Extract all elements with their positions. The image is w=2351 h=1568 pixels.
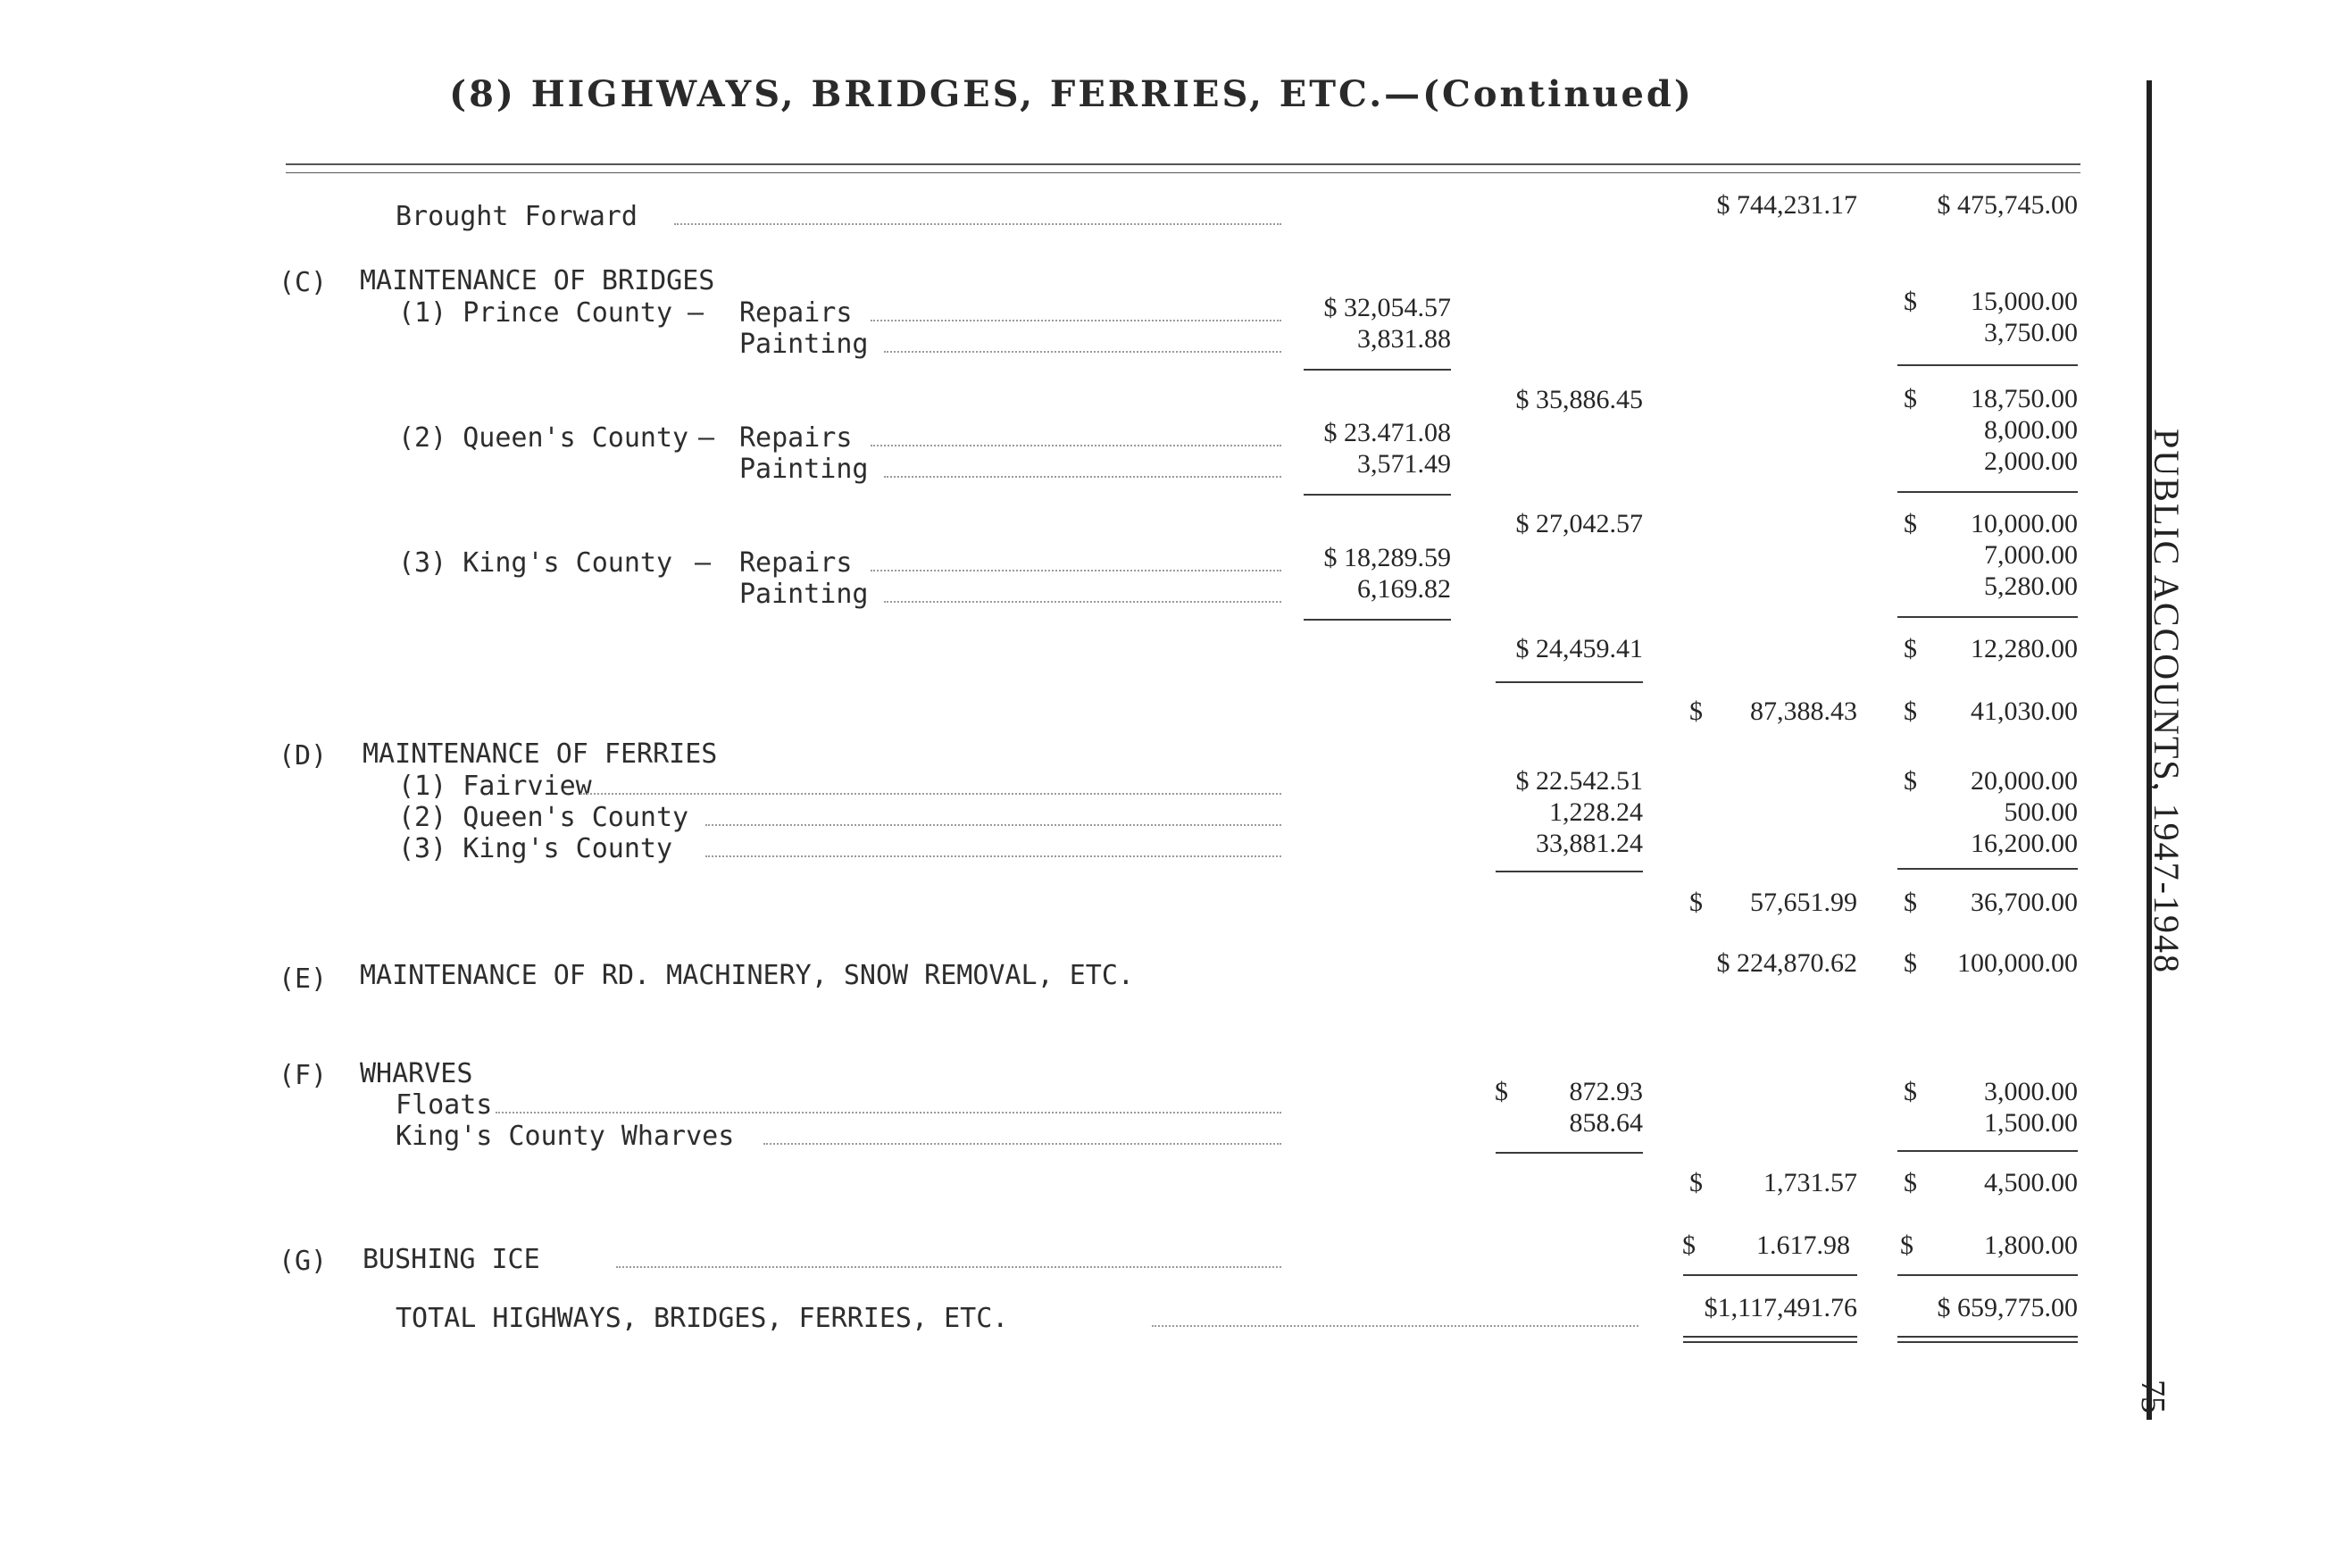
leader-dots — [1152, 1325, 1638, 1327]
wharf-item-label: Floats — [396, 1089, 493, 1121]
wharf-item-est: 1,500.00 — [1984, 1108, 2078, 1138]
kings-painting-label: Painting — [739, 579, 869, 610]
dollar-sign: $ — [1904, 888, 1917, 917]
section-c-letter: (C) — [279, 267, 328, 298]
section-c-est-total: 41,030.00 — [1971, 696, 2078, 726]
leader-dots — [884, 601, 1281, 603]
underline — [1496, 871, 1643, 872]
dollar-sign: $ — [1904, 696, 1917, 726]
underline — [1496, 1152, 1643, 1154]
underline — [1897, 1274, 2078, 1276]
section-f-total: 1,731.57 — [1763, 1168, 1857, 1197]
prince-county-label: (1) Prince County — [398, 297, 673, 329]
dollar-sign: $ — [1689, 696, 1703, 726]
queens-painting-amount: 3,571.49 — [1357, 449, 1451, 479]
leader-dots — [580, 793, 1281, 795]
kings-est-total: 12,280.00 — [1971, 634, 2078, 663]
ferry-item-amount: 33,881.24 — [1536, 829, 1643, 858]
side-title: PUBLIC ACCOUNTS, 1947-1948 — [2147, 429, 2187, 974]
underline — [1496, 681, 1643, 683]
dollar-sign: $ — [1904, 948, 1917, 978]
leader-dots — [763, 1143, 1281, 1145]
wharf-item-amount: 872.93 — [1569, 1077, 1643, 1106]
leader-dots — [884, 351, 1281, 353]
wharf-item-est: 3,000.00 — [1984, 1077, 2078, 1106]
page-title: (8) HIGHWAYS, BRIDGES, FERRIES, ETC.—(Continued) — [449, 73, 1694, 115]
dollar-sign: $ — [1904, 287, 1917, 316]
prince-est-painting: 3,750.00 — [1984, 318, 2078, 347]
section-g-letter: (G) — [279, 1246, 328, 1277]
double-underline — [1683, 1341, 1857, 1343]
ferry-item-label: (1) Fairview — [398, 771, 592, 802]
prince-painting-amount: 3,831.88 — [1357, 324, 1451, 354]
dollar-sign: $ — [1904, 766, 1917, 796]
section-f-letter: (F) — [279, 1060, 328, 1091]
prince-est-total: 18,750.00 — [1971, 384, 2078, 413]
section-g-heading: BUSHING ICE — [363, 1244, 540, 1275]
queens-est-painting: 2,000.00 — [1984, 446, 2078, 476]
section-e-est-total: 100,000.00 — [1957, 948, 2078, 978]
double-underline — [1897, 1341, 2078, 1343]
queens-county-label: (2) Queen's County — [398, 422, 689, 454]
kings-county-label: (3) King's County — [398, 547, 673, 579]
title-rule-bottom — [286, 172, 2080, 173]
dollar-sign: $ — [1689, 1168, 1703, 1197]
kings-painting-amount: 6,169.82 — [1357, 574, 1451, 604]
section-f-heading: WHARVES — [360, 1058, 473, 1089]
underline — [1897, 364, 2078, 366]
brought-forward-label: Brought Forward — [396, 201, 638, 232]
queens-repairs-amount: $ 23.471.08 — [1323, 418, 1451, 447]
brought-forward-actual: $ 744,231.17 — [1716, 190, 1857, 220]
grand-total-actual: $1,117,491.76 — [1704, 1293, 1857, 1322]
section-g-est-total: 1,800.00 — [1984, 1230, 2078, 1260]
underline — [1304, 619, 1451, 621]
section-d-total: 57,651.99 — [1750, 888, 1857, 917]
ferry-item-amount: $ 22.542.51 — [1515, 766, 1643, 796]
leader-dots — [871, 570, 1281, 571]
underline — [1897, 868, 2078, 870]
underline — [1683, 1274, 1857, 1276]
ferry-item-amount: 1,228.24 — [1549, 797, 1643, 827]
dollar-sign: $ — [1904, 1077, 1917, 1106]
section-d-letter: (D) — [279, 740, 328, 771]
ferry-item-est: 20,000.00 — [1971, 766, 2078, 796]
section-c-total: 87,388.43 — [1750, 696, 1857, 726]
prince-repairs-label: Repairs — [739, 297, 853, 329]
kings-est-painting: 5,280.00 — [1984, 571, 2078, 601]
prince-subtotal: $ 35,886.45 — [1515, 385, 1643, 414]
section-e-letter: (E) — [279, 963, 328, 995]
section-f-est-total: 4,500.00 — [1984, 1168, 2078, 1197]
ferry-item-label: (2) Queen's County — [398, 802, 689, 833]
kings-dash: — — [695, 547, 712, 579]
double-underline — [1897, 1336, 2078, 1338]
underline — [1897, 491, 2078, 493]
underline — [1304, 369, 1451, 371]
leader-dots — [674, 223, 1281, 225]
prince-dash: — — [688, 297, 704, 329]
section-d-heading: MAINTENANCE OF FERRIES — [363, 738, 718, 770]
leader-dots — [705, 824, 1281, 826]
grand-total-label: TOTAL HIGHWAYS, BRIDGES, FERRIES, ETC. — [396, 1303, 1009, 1334]
wharf-item-amount: 858.64 — [1569, 1108, 1643, 1138]
kings-repairs-amount: $ 18,289.59 — [1323, 543, 1451, 572]
underline — [1304, 494, 1451, 496]
ferry-item-label: (3) King's County — [398, 833, 673, 864]
prince-repairs-amount: $ 32,054.57 — [1323, 293, 1451, 322]
dollar-sign: $ — [1904, 1168, 1917, 1197]
queens-subtotal: $ 27,042.57 — [1515, 509, 1643, 538]
leader-dots — [616, 1266, 1281, 1268]
queens-est-total: 10,000.00 — [1971, 509, 2078, 538]
prince-painting-label: Painting — [739, 329, 869, 360]
page-number: 75 — [2134, 1380, 2172, 1414]
queens-dash: — — [698, 422, 715, 454]
section-e-heading: MAINTENANCE OF RD. MACHINERY, SNOW REMOVAL, ETC. — [360, 960, 1134, 991]
underline — [1897, 616, 2078, 618]
kings-est-repairs: 7,000.00 — [1984, 540, 2078, 570]
underline — [1897, 1150, 2078, 1152]
grand-total-estimate: $ 659,775.00 — [1937, 1293, 2078, 1322]
kings-repairs-label: Repairs — [739, 547, 853, 579]
queens-painting-label: Painting — [739, 454, 869, 485]
ferry-item-est: 500.00 — [2004, 797, 2078, 827]
dollar-sign: $ — [1904, 634, 1917, 663]
queens-repairs-label: Repairs — [739, 422, 853, 454]
wharf-item-label: King's County Wharves — [396, 1121, 735, 1152]
leader-dots — [884, 476, 1281, 478]
dollar-sign: $ — [1904, 384, 1917, 413]
leader-dots — [871, 320, 1281, 321]
dollar-sign: $ — [1682, 1230, 1696, 1260]
leader-dots — [496, 1112, 1281, 1113]
ferry-item-est: 16,200.00 — [1971, 829, 2078, 858]
dollar-sign: $ — [1495, 1077, 1508, 1106]
leader-dots — [871, 445, 1281, 446]
prince-est-repairs: 15,000.00 — [1971, 287, 2078, 316]
dollar-sign: $ — [1904, 509, 1917, 538]
dollar-sign: $ — [1900, 1230, 1913, 1260]
title-rule-top — [286, 163, 2080, 165]
brought-forward-estimate: $ 475,745.00 — [1937, 190, 2078, 220]
leader-dots — [705, 855, 1281, 857]
section-e-total: $ 224,870.62 — [1716, 948, 1857, 978]
section-g-total: 1.617.98 — [1756, 1230, 1850, 1260]
dollar-sign: $ — [1689, 888, 1703, 917]
kings-subtotal: $ 24,459.41 — [1515, 634, 1643, 663]
queens-est-repairs: 8,000.00 — [1984, 415, 2078, 445]
section-d-est-total: 36,700.00 — [1971, 888, 2078, 917]
section-c-heading: MAINTENANCE OF BRIDGES — [360, 265, 715, 296]
double-underline — [1683, 1336, 1857, 1338]
